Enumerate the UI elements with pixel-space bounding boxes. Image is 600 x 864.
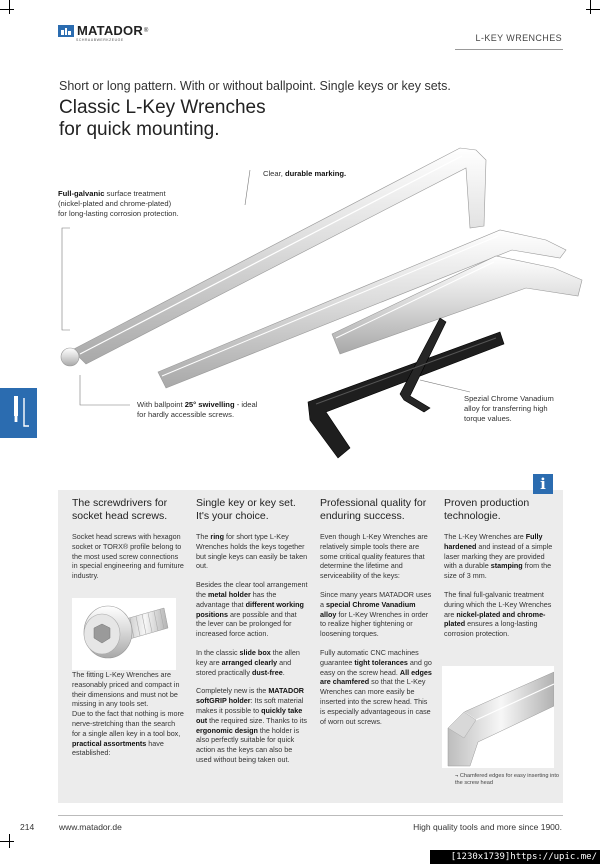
text-run: and instead of a simple laser marking they are provided with a durable — [444, 541, 553, 571]
info-icon: i — [533, 474, 553, 494]
text-run: the required size. Thanks to its — [207, 715, 307, 725]
callout-chrome — [464, 394, 562, 424]
column-paragraph — [320, 590, 432, 639]
callout-galvanic-bold: Full-galvanic — [58, 189, 105, 198]
column-paragraph — [196, 648, 308, 677]
callout-marking-bold: durable marking. — [284, 169, 347, 178]
column-professional-quality — [320, 497, 432, 735]
text-run: for short type L-Key Wrenches holds the keys together but single keys can easily be taken out. — [196, 532, 308, 571]
image-host-watermark: [1230x1739]https://upic.me/ — [430, 850, 600, 864]
column-production — [444, 497, 556, 648]
text-run: has the advantage that — [196, 589, 277, 609]
callout-ballpoint-text: With ballpoint — [137, 400, 185, 409]
text-bold: different working positions — [196, 599, 304, 619]
text-run: the allen key are — [196, 647, 300, 667]
text-bold: stamping — [490, 561, 523, 571]
socket-screw-illustration — [72, 598, 176, 670]
text-bold: arranged clearly — [221, 657, 278, 667]
text-bold: special Chrome Vanadium alloy — [320, 599, 416, 619]
footer-rule — [58, 815, 563, 816]
column-paragraph — [196, 532, 308, 571]
text-run: . — [282, 667, 285, 677]
text-run: for L-Key Wrenches in order to realize higher tightening or loosening torques. — [320, 609, 429, 639]
text-run: In the classic — [196, 647, 240, 657]
callout-chrome-text: Spezial Chrome Vanadium alloy for transferring high torque values. — [464, 394, 554, 423]
text-bold: tight tolerances — [354, 657, 408, 667]
column-heading: Proven production technologie. — [444, 497, 530, 522]
chamfer-caption: ¬ Chamfered edges for easy inserting into the screw head — [455, 773, 560, 786]
chamfered-edge-image — [442, 666, 554, 768]
crop-mark — [9, 834, 10, 848]
text-run: : Its soft material makes it possible to — [196, 696, 304, 715]
column-paragraph — [320, 648, 432, 726]
text-bold: slide box — [239, 647, 271, 657]
leader-line — [420, 380, 470, 392]
text-bold: Fully hardened — [444, 532, 543, 551]
callout-galvanic-text: surface treatment (nickel-plated and chrome-plated) for long-lasting corrosion protection. — [58, 189, 179, 218]
footer-tagline: High quality tools and more since 1900. — [413, 822, 562, 832]
column-paragraph — [72, 709, 184, 758]
leader-line — [62, 228, 70, 330]
callout-marking-text: Clear, — [263, 169, 285, 178]
text-run: The final full-galvanic treatment during which the L-Key Wrenches are — [444, 589, 552, 619]
column-heading: The screwdrivers for socket head screws. — [72, 497, 168, 522]
text-run: the holder is also perfectly suitable for quick action as the keys can also be used without being taken out. — [196, 725, 300, 764]
text-bold: dust-free — [251, 667, 283, 677]
callout-ballpoint-bold: 25° swivelling — [184, 400, 235, 409]
column-paragraph: The fitting L-Key Wrenches are reasonably priced and compact in their dimensions and must not be missing in any tools set. — [72, 669, 180, 709]
page-subtitle: Short or long pattern. With or without ballpoint. Single keys or key sets. — [59, 79, 451, 93]
column-single-key — [196, 497, 308, 774]
socket-screw-image — [72, 598, 176, 670]
title-line-2: for quick mounting. — [59, 119, 220, 140]
column-heading: Single key or key set. It's your choice. — [196, 497, 296, 522]
text-bold: ergonomic design — [196, 725, 258, 735]
column-paragraph: Even though L-Key Wrenches are relatively simple tools there are some critical quality features that determine the lifetime and serviceability of the keys: — [320, 532, 428, 581]
page-number: 214 — [20, 822, 35, 832]
leader-line — [80, 375, 130, 405]
section-title: L-KEY WRENCHES — [475, 33, 562, 43]
text-bold: quickly take out — [196, 705, 303, 725]
crop-mark — [0, 841, 14, 842]
callout-ballpoint-rest: - ideal for hardly accessible screws. — [137, 400, 258, 419]
footer-url[interactable]: www.matador.de — [59, 822, 122, 832]
medium-key — [158, 230, 566, 388]
text-bold: All edges are chamfered — [320, 667, 432, 687]
text-run: ensures a long-lasting corrosion protection. — [444, 619, 538, 639]
text-bold: metal holder — [208, 589, 251, 599]
brand-name: MATADOR — [77, 23, 143, 38]
text-run: Due to the fact that nothing is more nerve-stretching than the search for a single allen key in a tool box, — [72, 709, 184, 738]
text-run: from the size of 3 mm. — [444, 561, 552, 581]
text-run: Besides the clear tool arrangement the — [196, 580, 308, 599]
text-run: The L-Key Wrenches are — [444, 532, 526, 541]
callout-marking — [263, 169, 383, 179]
text-run: Since many years MATADOR uses a — [320, 589, 432, 609]
text-run: The — [196, 532, 211, 541]
registered-mark: ® — [143, 28, 149, 34]
callout-galvanic — [58, 189, 180, 219]
text-run: and stored practically — [196, 657, 292, 677]
column-heading: Professional quality for enduring success. — [320, 497, 427, 522]
text-run: are possible and that the lever can be prolonged for increased force action. — [196, 609, 297, 639]
text-bold: ring — [210, 532, 224, 541]
text-run: and go easy on the screw head. — [320, 657, 432, 677]
column-paragraph — [196, 580, 308, 639]
text-run: have established: — [72, 738, 164, 758]
text-run: Completely new is the — [196, 686, 269, 696]
title-line-1: Classic L-Key Wrenches — [59, 97, 266, 118]
brand-subtitle: SCHRAUBWERKZEUGE — [76, 38, 124, 42]
column-paragraph — [444, 590, 556, 639]
text-run: Fully automatic CNC machines guarantee — [320, 647, 419, 667]
text-bold: practical assortments — [72, 738, 147, 748]
chamfered-key-illustration — [442, 666, 554, 768]
text-run: so that the L-Key Wrenches can more easily be inserted into the screw head. This is especially advantageous in case of worn out screws. — [320, 677, 431, 726]
column-paragraph — [444, 532, 556, 581]
text-bold: MATADOR softGRIP holder — [196, 686, 304, 706]
column-paragraph — [196, 686, 308, 764]
column-paragraph: Socket head screws with hexagon socket or TORX® profile belong to the most used screw connections in special engineering and furniture industry. — [72, 532, 184, 581]
leader-line — [245, 170, 250, 205]
text-bold: nickel-plated and chrome-plated — [444, 609, 546, 629]
callout-ballpoint — [137, 400, 267, 420]
